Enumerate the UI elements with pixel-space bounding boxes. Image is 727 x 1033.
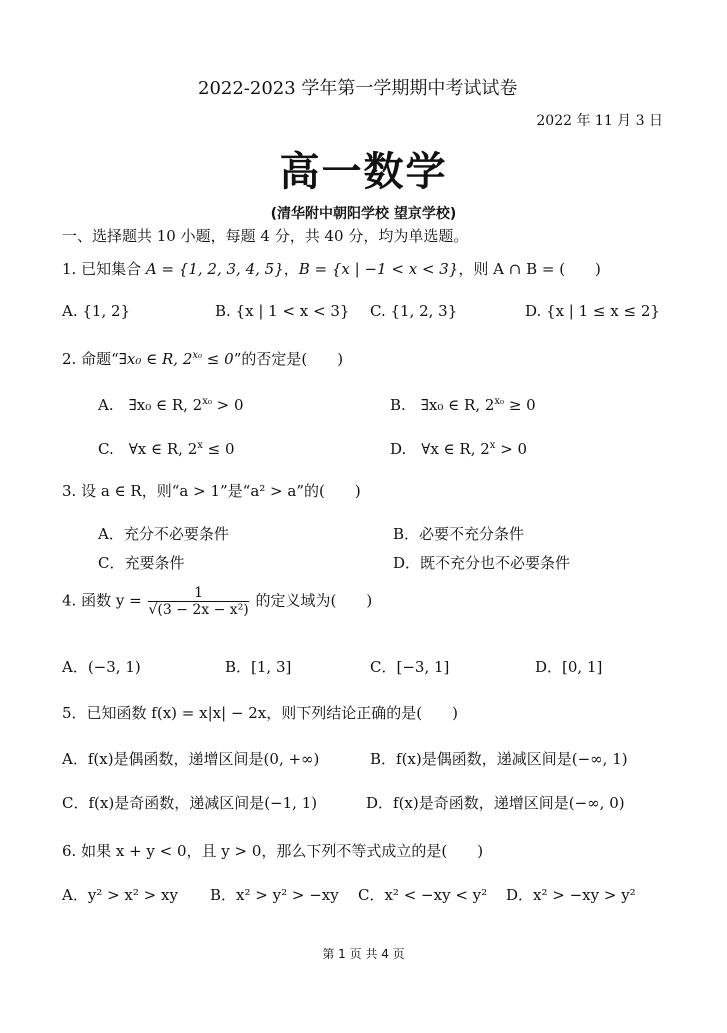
question-1-option-c[interactable]: C. {1, 2, 3} xyxy=(370,302,458,320)
question-5-option-b[interactable]: B．f(x)是偶函数，递减区间是(−∞, 1) xyxy=(370,750,628,768)
question-5-option-a[interactable]: A．f(x)是偶函数，递增区间是(0, +∞) xyxy=(62,750,320,768)
subject-title: 高一数学 xyxy=(279,149,448,195)
question-3-option-b[interactable]: B．必要不充分条件 xyxy=(393,525,525,543)
question-6-option-b[interactable]: B．x² > y² > −xy xyxy=(210,886,339,904)
fraction: $\frac{1}{\text{√(3 − 2x − x²)}}$ xyxy=(148,585,249,618)
page-footer: 第 1 页 共 4 页 xyxy=(322,947,405,961)
question-5-stem: 5．已知函数 f(x) = x|x| − 2x，则下列结论正确的是( ) xyxy=(62,704,458,722)
question-4-option-a[interactable]: A．(−3, 1) xyxy=(62,658,141,676)
question-4-option-b[interactable]: B．[1, 3] xyxy=(225,658,292,676)
question-5-option-d[interactable]: D．f(x)是奇函数，递增区间是(−∞, 0) xyxy=(366,794,625,812)
question-3-stem: 3. 设 a ∈ R，则“a > 1”是“a² > a”的( ) xyxy=(62,482,361,500)
set-b-definition: B = {x | −1 < x < 3} xyxy=(298,260,459,278)
set-a-definition: A = {1, 2, 3, 4, 5} xyxy=(145,260,284,278)
question-1-stem: 1. 已知集合 A = {1, 2, 3, 4, 5}，B = {x | −1 < x < 3}，则 A ∩ B = ( ) xyxy=(62,260,601,278)
question-2-option-a[interactable]: A. ∃x₀ ∈ R, $2^{x_0} > 0$ xyxy=(98,396,244,414)
question-2-option-c[interactable]: C. ∀x ∈ R, $2^x \le 0$ xyxy=(98,440,235,458)
question-2-option-d[interactable]: D. ∀x ∈ R, $2^x > 0$ xyxy=(390,440,528,458)
exam-title: 2022-2023 学年第一学期期中考试试卷 xyxy=(198,78,518,99)
question-3-option-c[interactable]: C．充要条件 xyxy=(98,554,185,572)
question-6-option-c[interactable]: C．x² < −xy < y² xyxy=(358,886,488,904)
exam-date: 2022 年 11 月 3 日 xyxy=(536,113,663,129)
question-4-stem: 4. 函数 y = $\frac{1}{\text{√(3 − 2x − x²)}}$ 的定义域为( ) xyxy=(62,585,373,618)
question-2-stem: 2. 命题“∃x₀ ∈ R, $2^{x_0} \le 0$”的否定是( ) xyxy=(62,350,344,368)
school-name: (清华附中朝阳学校 望京学校) xyxy=(270,206,457,222)
question-6-option-d[interactable]: D．x² > −xy > y² xyxy=(506,886,636,904)
question-4-option-c[interactable]: C．[−3, 1] xyxy=(370,658,450,676)
question-3-option-a[interactable]: A．充分不必要条件 xyxy=(98,525,229,543)
question-5-option-c[interactable]: C．f(x)是奇函数，递减区间是(−1, 1) xyxy=(62,794,318,812)
question-1-option-a[interactable]: A. {1, 2} xyxy=(62,302,131,320)
section-heading: 一、选择题共 10 小题，每题 4 分，共 40 分，均为单选题。 xyxy=(62,227,469,245)
question-6-stem: 6. 如果 x + y < 0，且 y > 0，那么下列不等式成立的是( ) xyxy=(62,842,484,860)
question-4-option-d[interactable]: D．[0, 1] xyxy=(535,658,603,676)
question-1-option-b[interactable]: B. {x | 1 < x < 3} xyxy=(215,302,350,320)
question-1-option-d[interactable]: D. {x | 1 ≤ x ≤ 2} xyxy=(525,302,660,320)
question-6-option-a[interactable]: A．y² > x² > xy xyxy=(62,886,178,904)
question-3-option-d[interactable]: D．既不充分也不必要条件 xyxy=(393,554,571,572)
question-2-option-b[interactable]: B. ∃x₀ ∈ R, $2^{x_0} \ge 0$ xyxy=(390,396,536,414)
